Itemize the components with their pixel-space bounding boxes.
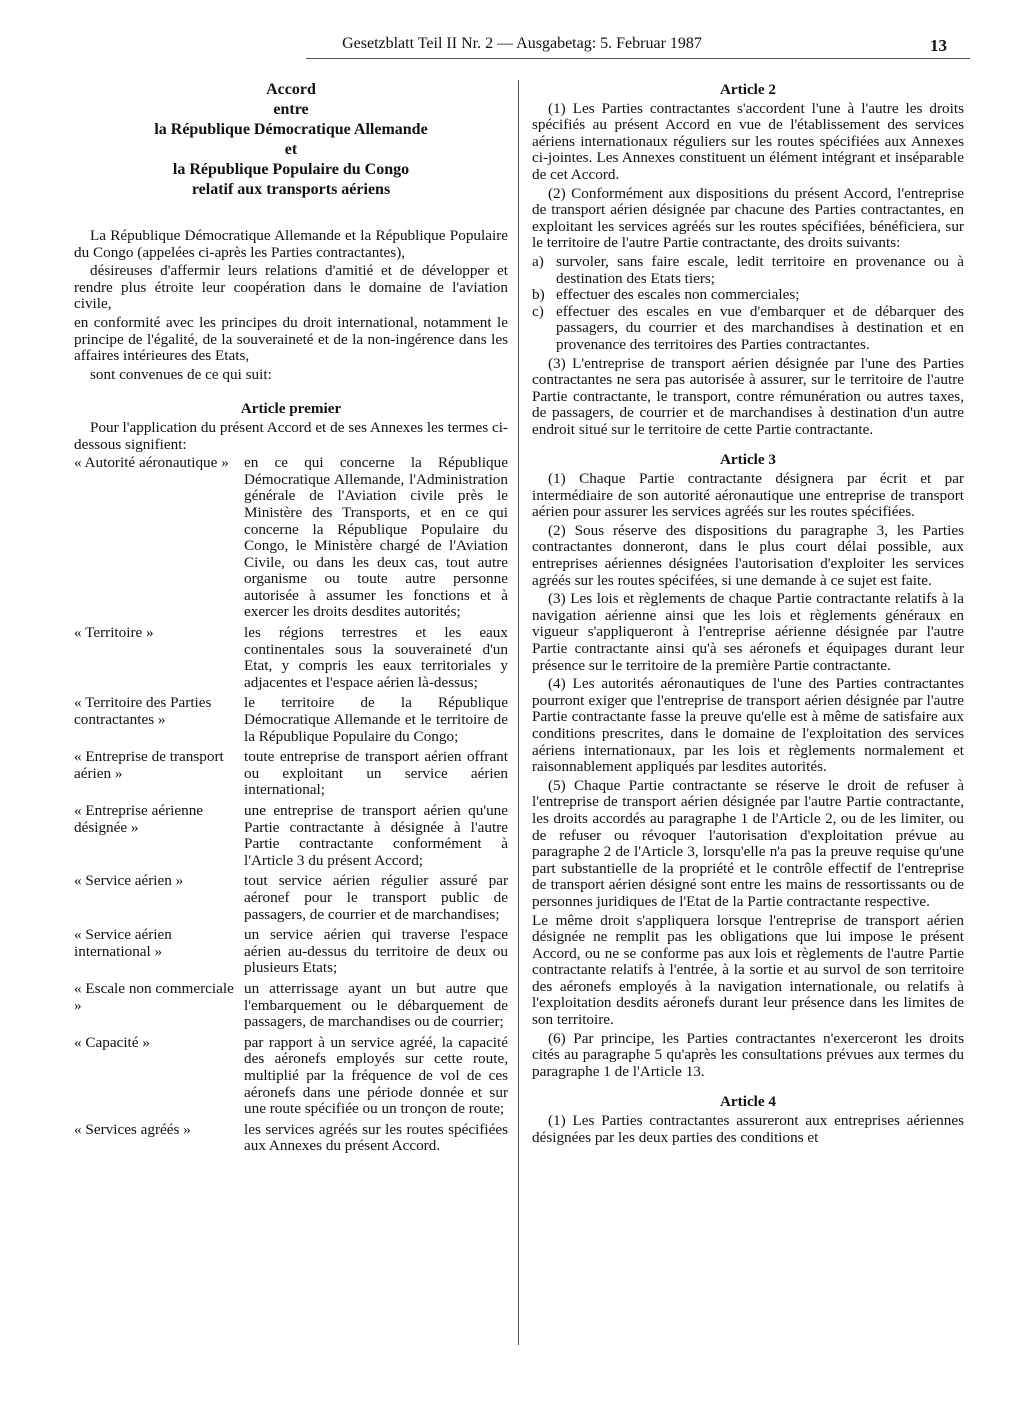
- definition-item: [74, 927, 508, 977]
- article-paragraph: (6) Par principe, les Parties contractantes n'exerceront les droits cités au paragraphe 5 qu'après les consultations prévues aux termes du paragraphe 1 de l'Article 13.: [532, 1029, 964, 1080]
- definition-text: toute entreprise de transport aérien offrant ou exploitant un service aérien international;: [244, 748, 508, 799]
- definition-term: « Territoire des Parties contractantes »: [74, 694, 212, 729]
- title-line: entre: [273, 101, 309, 118]
- document-title: [74, 80, 508, 200]
- definition-item: [74, 455, 508, 621]
- definition-term: « Autorité aéronautique »: [74, 454, 229, 472]
- definition-text: tout service aérien régulier assuré par aéronef pour le transport public de passagers, de courrier et de marchandises;: [244, 872, 508, 923]
- list-item-text: survoler, sans faire escale, ledit territoire en provenance ou à destination des Etats tiers;: [556, 252, 964, 287]
- definition-term: « Services agréés »: [74, 1120, 191, 1138]
- list-item-text: effectuer des escales non commerciales;: [556, 286, 800, 304]
- definition-list: [74, 455, 508, 1155]
- definition-term: « Territoire »: [74, 624, 154, 642]
- definition-text: un service aérien qui traverse l'espace aérien au-dessus du territoire de deux ou plusieurs Etats;: [244, 926, 508, 977]
- list-item-label: b): [532, 286, 545, 304]
- definition-text: par rapport à un service agréé, la capacité des aéronefs employés sur cette route, multiplié par la fréquence de vol de ces aéronefs dans une période donnée et sur une route spécifiée ou un tronçon de route;: [244, 1033, 508, 1118]
- definition-text: une entreprise de transport aérien qu'une Partie contractante à désignée à l'autre Partie contractante conformément à l'Article 3 du présent Accord;: [244, 802, 508, 869]
- list-item: [532, 287, 964, 304]
- definition-term: « Capacité »: [74, 1033, 150, 1051]
- article-paragraph: (2) Sous réserve des dispositions du paragraphe 3, les Parties contractantes donneront, dans le plus court délai possible, aux entreprises aériennes désignées l'autorisation d'exploiter les services agréés sur les routes spécifées, si une demande à ce sujet est faite.: [532, 521, 964, 589]
- definition-item: [74, 695, 508, 745]
- title-line: relatif aux transports aériens: [191, 181, 391, 198]
- article-title: Article 3: [719, 451, 777, 469]
- preamble-paragraph: sont convenues de ce qui suit:: [90, 365, 272, 383]
- definition-item: [74, 625, 508, 691]
- header-rule: [306, 58, 970, 59]
- preamble-paragraph: désireuses d'affermir leurs relations d'amitié et de développer et rendre plus étroite leur coopération dans le domaine de l'aviation civile,: [74, 262, 508, 313]
- title-line: la République Populaire du Congo: [172, 161, 410, 178]
- list-item-label: c): [532, 302, 544, 320]
- list-item-label: a): [532, 252, 544, 270]
- right-column: [532, 82, 964, 1148]
- article-paragraph: Le même droit s'appliquera lorsque l'entreprise de transport aérien désignée ne remplit pas les obligations que lui impose le présent Accord, ou ne se conforme pas aux lois et règlements de l'autre Partie contractante relatifs à l'entrée, à la sortie et au survol de son territoire des aéronefs employés à la navigation internationale, ou relatifs à l'exploitation desdits aéronefs durant leur présence dans les limites de son territoire.: [532, 911, 964, 1029]
- article-title: Article 4: [719, 1093, 777, 1111]
- list-item-text: effectuer des escales en vue d'embarquer et de débarquer des passagers, du courrier et des marchandises à destination et en provenance des territoires des Parties contractantes.: [556, 302, 964, 353]
- article-title: Article 2: [719, 81, 777, 98]
- definition-term: « Escale non commerciale »: [74, 979, 234, 1014]
- header-title: Gesetzblatt Teil II Nr. 2 — Ausgabetag: 5. Februar 1987: [342, 35, 702, 52]
- definition-term: « Entreprise de transport aérien »: [74, 748, 224, 782]
- article-paragraph: (3) L'entreprise de transport aérien désignée par l'une des Parties contractantes ne sera pas autorisée à assurer, sur le territoire de l'autre Partie contractante, le transport, contre rémunération ou autres taxes, de passagers, de courrier et de marchandises à destination d'un autre endroit situé sur le territoire de cette Partie contractante.: [532, 354, 964, 438]
- definition-text: un atterrissage ayant un but autre que l'embarquement ou le débarquement de passagers, de marchandises ou de courrier;: [244, 979, 508, 1031]
- definition-term: « Service aérien international »: [74, 926, 172, 960]
- article-paragraph: (4) Les autorités aéronautiques de l'une des Parties contractantes pourront exiger que l'entreprise de transport aérien désignée par l'autre Partie contractante fasse la preuve qu'elle est à même de satisfaire aux conditions prescrites, dans le domaine de l'exploitation des services aériens internationaux, par les lois et règlements normalement et raisonnablement appliqués par lesdites autorités.: [532, 675, 964, 776]
- title-line: la République Démocratique Allemande: [154, 121, 428, 138]
- definition-text: en ce qui concerne la République Démocratique Allemande, l'Administration générale de l'Aviation civile près le Ministère des Transports, et en ce qui concerne la République Populaire du Congo, le Ministère chargé de l'Aviation Civile, ou dans les deux cas, tout autre organisme ou toute autre personne autorisée à assumer les fonctions et à exercer les droits desdites autorités;: [244, 454, 508, 621]
- article-paragraph: (1) Les Parties contractantes assureront aux entreprises aériennes désignées par les deux parties des conditions et: [532, 1112, 964, 1146]
- article-paragraph: (3) Les lois et règlements de chaque Partie contractante relatifs à la navigation aérienne ainsi que les lois et règlements généraux en vigueur s'appliqueront à l'entreprise aérienne désignée par l'autre Partie contractante ainsi qu'à ses aéronefs et équipages durant leur présence sur le territoire de la première Partie contractante.: [532, 590, 964, 674]
- article-paragraph: (1) Les Parties contractantes s'accordent l'une à l'autre les droits spécifiés au présent Accord en vue de l'établissement des services aériens internationaux réguliers sur les routes spécifiées aux Annexes ci-jointes. Les Annexes constituent un élément intégrant et inséparable de cet Accord.: [532, 99, 964, 183]
- preamble-paragraph: en conformité avec les principes du droit international, notamment le principe de l'égalité, de la souveraineté et de la non-ingérence dans les affaires intérieures des Etats,: [74, 313, 508, 365]
- page-header: [0, 36, 1024, 58]
- title-line: et: [284, 141, 298, 158]
- article-title: Article premier: [240, 400, 342, 418]
- article-paragraph: (2) Conformément aux dispositions du présent Accord, l'entreprise de transport aérien désignée par chacune des Parties contractantes, en exploitant les services agréés sur les routes spécifiées, bénéficiera, sur le territoire de l'autre Partie contractante, des droits suivants:: [532, 184, 964, 252]
- article-paragraph: (1) Chaque Partie contractante désignera par écrit et par intermédiaire de son autorité aéronautique une entreprise de transport aérien pour assurer les services agréés sur les routes spécifiées.: [532, 470, 964, 521]
- definition-text: le territoire de la République Démocratique Allemande et le territoire de la République Populaire du Congo;: [244, 694, 508, 745]
- rights-list: [532, 254, 964, 354]
- title-line: Accord: [266, 81, 316, 98]
- definition-item: [74, 981, 508, 1031]
- definition-item: [74, 873, 508, 923]
- definition-item: [74, 749, 508, 799]
- article-paragraph: Pour l'application du présent Accord et de ses Annexes les termes ci-dessous signifient:: [74, 418, 508, 453]
- definition-term: « Service aérien »: [74, 872, 184, 890]
- definition-item: [74, 803, 508, 869]
- definition-item: [74, 1035, 508, 1118]
- left-column: [74, 80, 508, 1159]
- article-paragraph: (5) Chaque Partie contractante se réserve le droit de refuser à l'entreprise de transport aérien désignée par l'autre Partie contractante, les droits accordés au paragraphe 1 de l'Article 2, ou de les limiter, ou de refuser ou révoquer l'autorisation d'exploitation prévue au paragraphe 2 de l'Article 3, lorsqu'elle n'a pas la preuve requise qu'une part substantielle de la propriété et le contrôle effectif de l'entreprise de transport aérien désigné sont entre les mains de ressortissants ou de personnes juridiques de l'Etat de la Partie contractante respective.: [532, 776, 964, 910]
- list-item: [532, 304, 964, 354]
- preamble-paragraph: La République Démocratique Allemande et la République Populaire du Congo (appelées ci-après les Parties contractantes),: [74, 227, 508, 261]
- list-item: [532, 254, 964, 287]
- definition-text: les services agréés sur les routes spécifiées aux Annexes du présent Accord.: [244, 1120, 508, 1155]
- definition-term: « Entreprise aérienne désignée »: [74, 802, 204, 836]
- page-number: 13: [930, 36, 947, 55]
- definition-item: [74, 1122, 508, 1155]
- column-divider: [518, 80, 519, 1345]
- definition-text: les régions terrestres et les eaux continentales sous la souveraineté d'un Etat, y compris les eaux territoriales y adjacentes et l'espace aérien là-dessus;: [244, 624, 508, 691]
